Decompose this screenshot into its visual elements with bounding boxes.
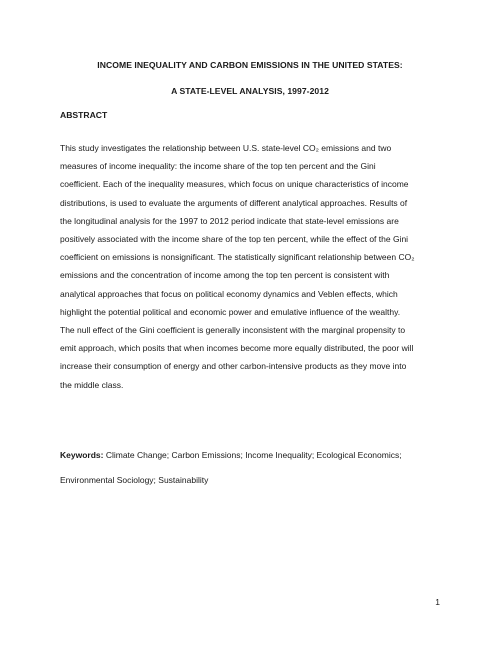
keywords-line-1 (60, 450, 402, 460)
abstract-line: positively associated with the income share of the top ten percent, while the effect of the Gini (60, 234, 409, 245)
abstract-line: coefficient. Each of the inequality measures, which focus on unique characteristics of income (60, 179, 409, 190)
keywords-label: Keywords: (60, 450, 104, 460)
abstract-line: the longitudinal analysis for the 1997 to 2012 period indicate that state-level emissions are (60, 215, 399, 226)
abstract-line: emissions and the concentration of income among the top ten percent is consistent with (60, 270, 390, 281)
page-number: 1 (435, 597, 440, 607)
abstract-line: analytical approaches that focus on political economy dynamics and Veblen effects, which (60, 288, 398, 299)
abstract-line: distributions, is used to evaluate the arguments of different analytical approaches. Results of (60, 197, 408, 208)
abstract-line: coefficient on emissions is nonsignificant. The statistically significant relationship between CO₂ (60, 252, 415, 263)
paper-title-line-2: A STATE-LEVEL ANALYSIS, 1997-2012 (171, 86, 329, 96)
abstract-heading: ABSTRACT (60, 110, 108, 120)
paper-title-line-1: INCOME INEQUALITY AND CARBON EMISSIONS IN THE UNITED STATES: (97, 60, 403, 70)
abstract-line: the middle class. (60, 379, 124, 390)
abstract-line: The null effect of the Gini coefficient is generally inconsistent with the marginal propensity to (60, 325, 406, 336)
keywords-text-1: Climate Change; Carbon Emissions; Income Inequality; Ecological Economics; (103, 450, 402, 460)
keywords-line-2: Environmental Sociology; Sustainability (60, 475, 209, 485)
abstract-line: emit approach, which posits that when incomes become more equally distributed, the poor will (60, 343, 414, 354)
abstract-line: increase their consumption of energy and other carbon-intensive products as they move into (60, 361, 407, 372)
abstract-line: highlight the potential political and economic power and emulative influence of the wealthy. (60, 306, 401, 317)
abstract-body (60, 139, 448, 394)
abstract-line: This study investigates the relationship between U.S. state-level CO₂ emissions and two (60, 143, 392, 153)
abstract-line: measures of income inequality: the income share of the top ten percent and the Gini (60, 161, 376, 172)
